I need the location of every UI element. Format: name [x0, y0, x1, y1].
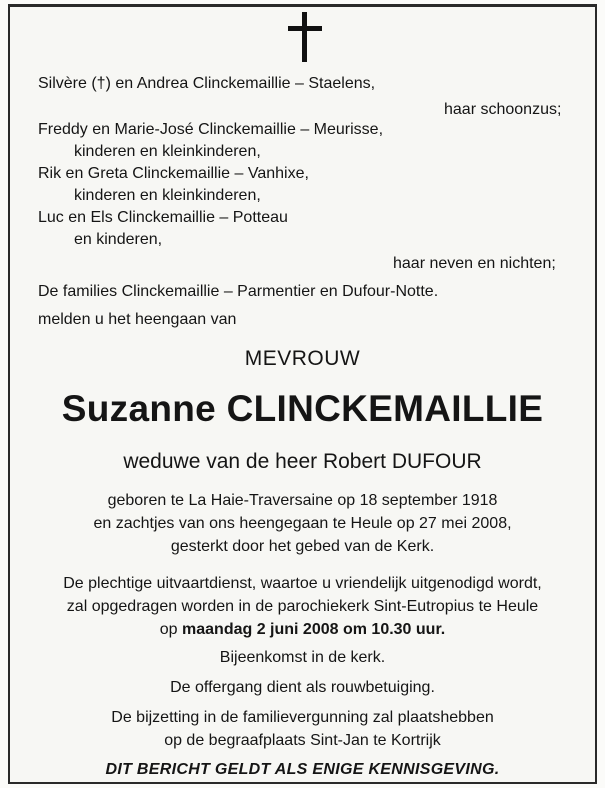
relative-line-2: haar schoonzus;	[444, 101, 562, 118]
church-line: gesterkt door het gebed van de Kerk.	[170, 538, 435, 555]
notice-text: DIT BERICHT GELDT ALS ENIGE KENNISGEVING.	[105, 761, 500, 778]
birth-line: geboren te La Haie-Traversaine op 18 september 1918	[107, 492, 498, 509]
death-line: en zachtjes van ons heengegaan te Heule op 27 mei 2008,	[93, 515, 512, 532]
relative-line-1: Silvère (†) en Andrea Clinckemaillie – Staelens,	[38, 75, 376, 92]
honorific: MEVROUW	[244, 347, 361, 370]
gathering-text: Bijeenkomst in de kerk.	[219, 649, 386, 666]
offering-text: De offergang dient als rouwbetuiging.	[170, 679, 435, 696]
funeral-date-line	[0, 620, 605, 640]
relative-line-4: kinderen en kleinkinderen,	[74, 143, 261, 160]
intro-text: melden u het heengaan van	[38, 311, 237, 328]
relative-line-10: De families Clinckemaillie – Parmentier en Dufour-Notte.	[38, 283, 439, 300]
relative-line-8: en kinderen,	[74, 231, 163, 248]
burial-line-1: De bijzetting in de familievergunning zal plaatshebben	[111, 709, 494, 726]
relative-line-9: haar neven en nichten;	[393, 255, 556, 272]
funeral-line-1: De plechtige uitvaartdienst, waartoe u vriendelijk uitgenodigd wordt,	[63, 575, 542, 592]
deceased-name: Suzanne CLINCKEMAILLIE	[61, 388, 544, 429]
funeral-date: maandag 2 juni 2008 om 10.30 uur.	[182, 621, 446, 638]
funeral-line-2: zal opgedragen worden in de parochiekerk Sint-Eutropius te Heule	[66, 598, 539, 615]
relative-line-3: Freddy en Marie-José Clinckemaillie – Meurisse,	[38, 121, 384, 138]
relative-line-5: Rik en Greta Clinckemaillie – Vanhixe,	[38, 165, 309, 182]
relative-line-7: Luc en Els Clinckemaillie – Potteau	[38, 209, 288, 226]
relative-line-6: kinderen en kleinkinderen,	[74, 187, 261, 204]
cross-icon	[288, 12, 322, 62]
funeral-date-prefix: op	[159, 621, 183, 638]
burial-line-2: op de begraafplaats Sint-Jan te Kortrijk	[164, 732, 441, 749]
widow-line: weduwe van de heer Robert DUFOUR	[123, 450, 482, 473]
